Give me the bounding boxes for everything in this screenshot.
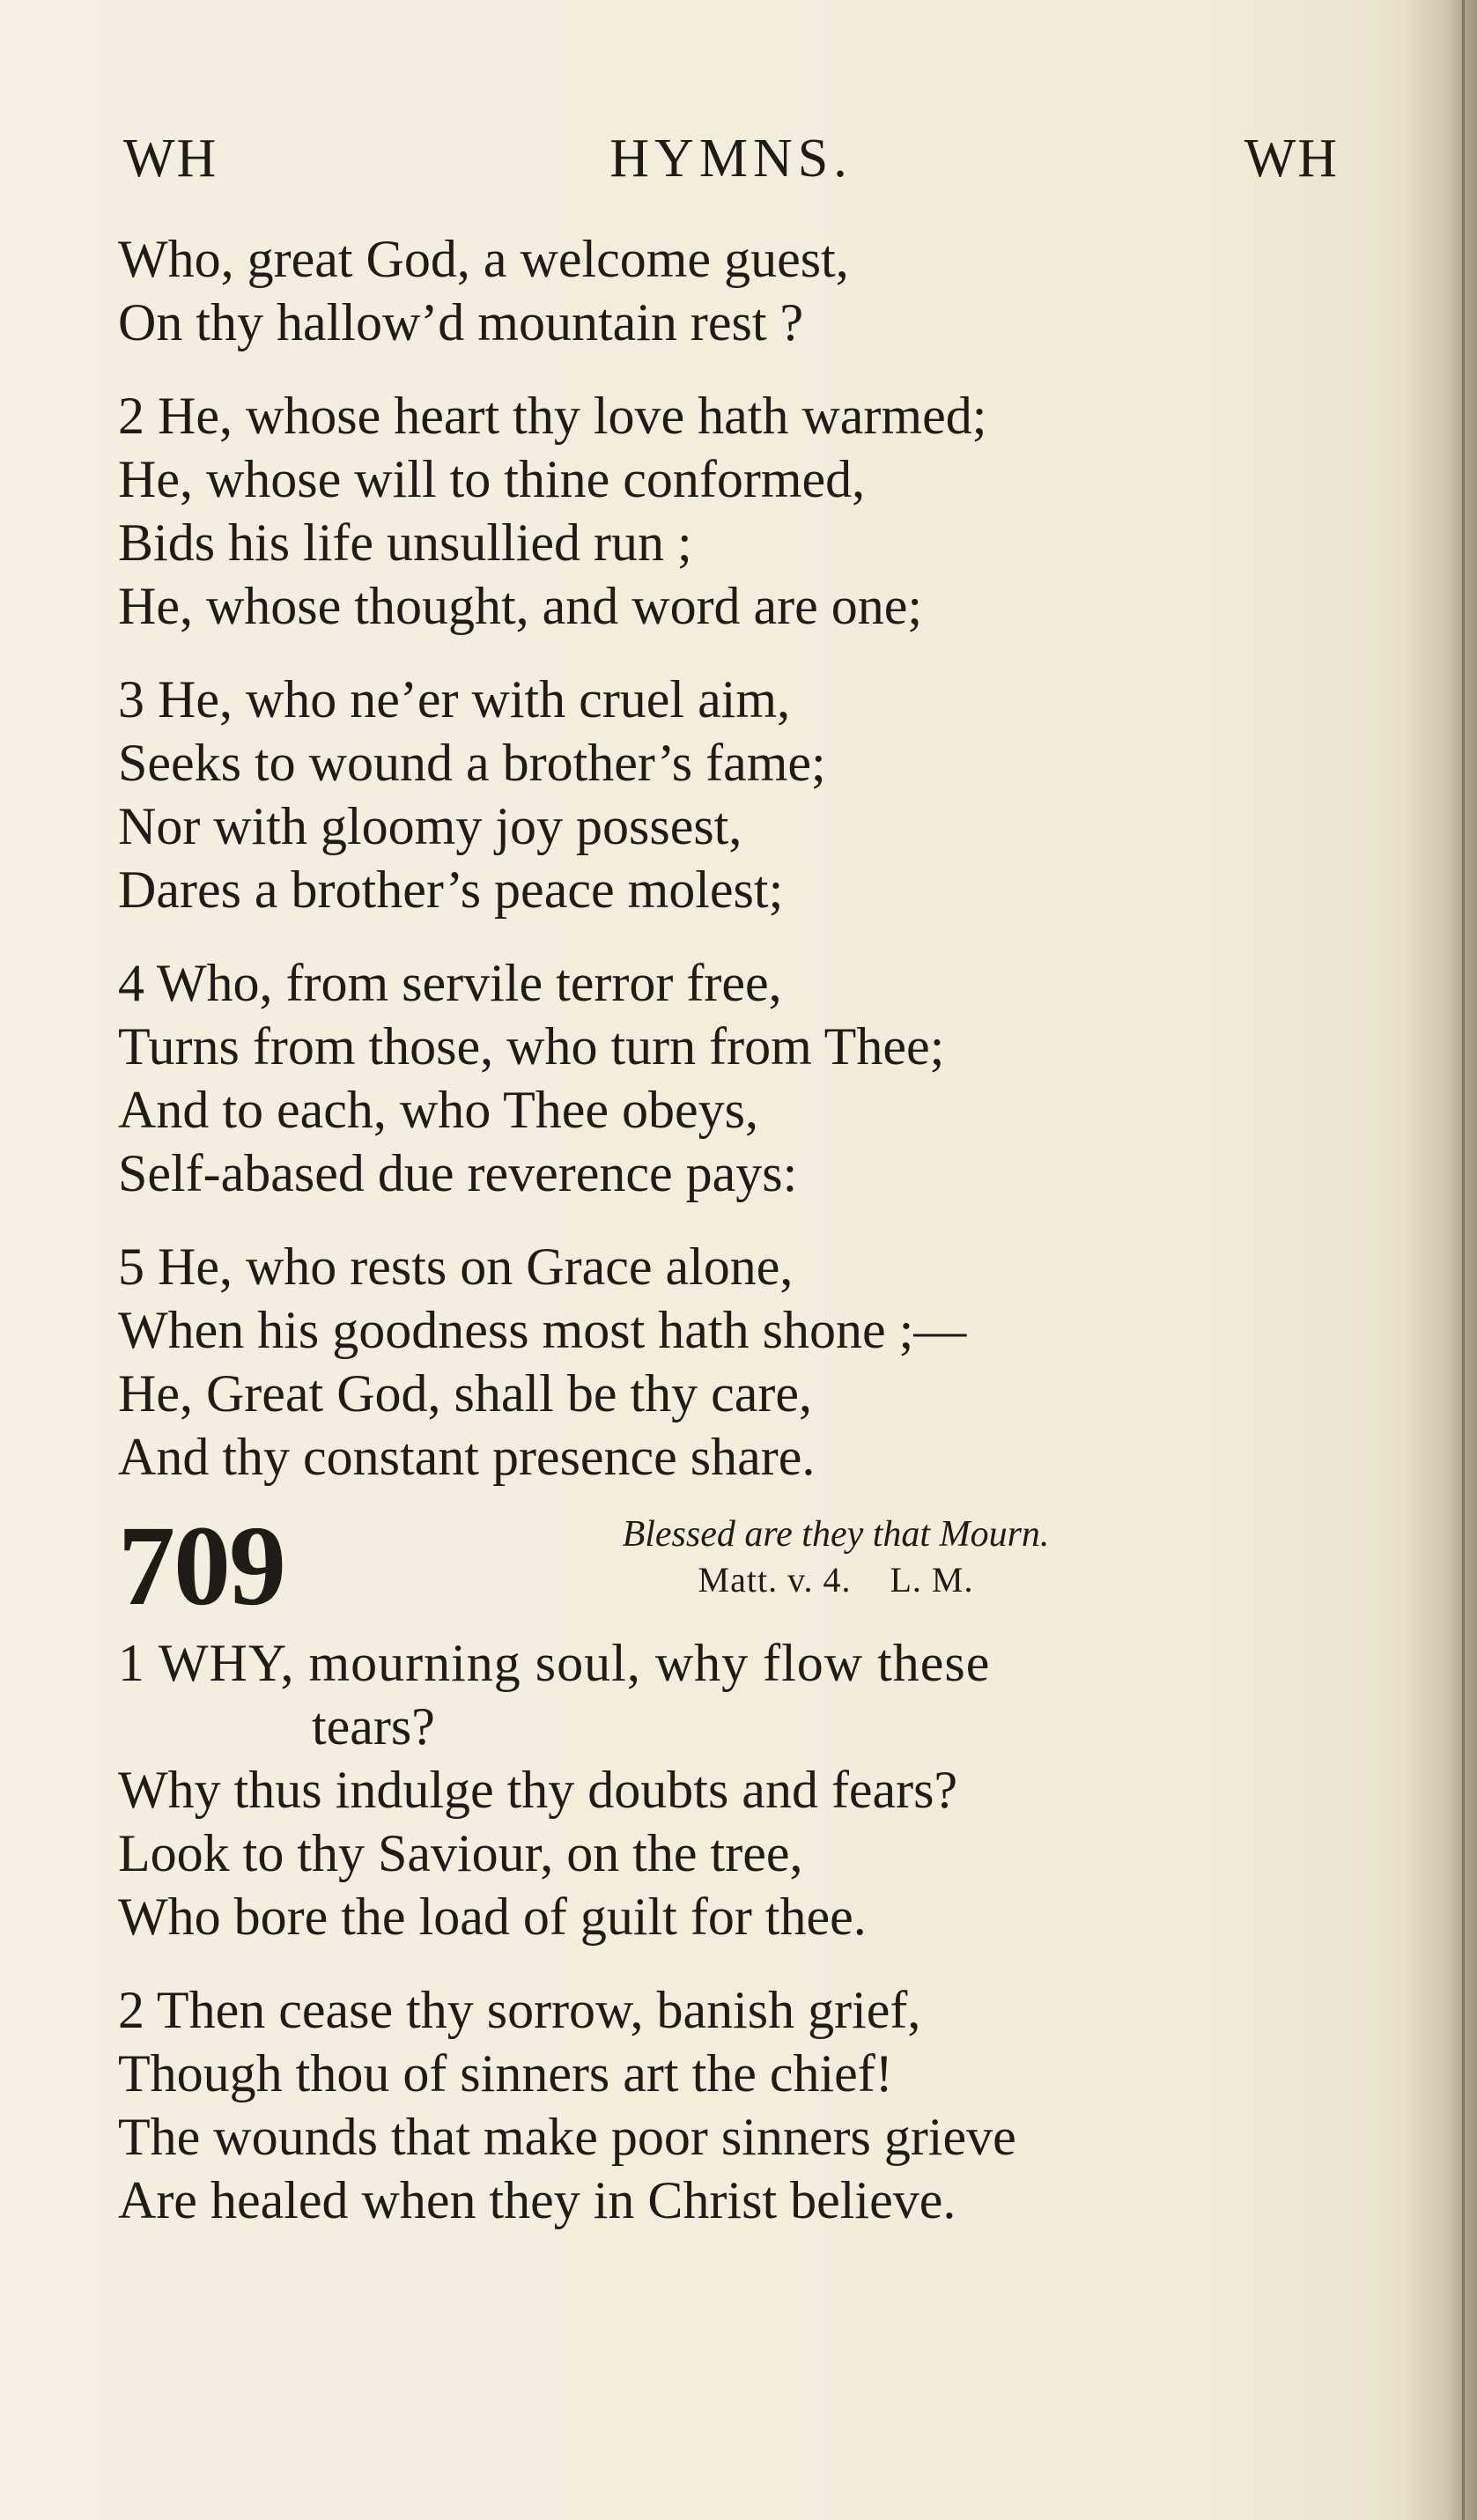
page-content [118,227,1351,2232]
hymn-title: Blessed are they that Mourn. [622,1514,1050,1555]
verse-line: Turns from those, who turn from Thee; [118,1017,945,1075]
verse-line: Nor with gloomy joy possest, [118,797,742,855]
scripture-reference: Matt. v. 4. [698,1560,852,1600]
verse-line: Self-abased due reverence pays: [118,1144,798,1202]
verse-line: On thy hallow’d mountain rest ? [118,293,804,351]
verse-line: He, whose thought, and word are one; [118,577,923,635]
verse-line: Though thou of sinners art the chief! [118,2044,893,2102]
verse-line: And thy constant presence share. [118,1428,816,1486]
header-title: HYMNS. [609,129,853,188]
page-edge-shadow [1407,0,1477,2520]
hymn-meter: L. M. [890,1560,974,1600]
hymn-number: 709 [118,1503,284,1630]
verse-line: He, Great God, shall be thy care, [118,1364,813,1423]
verse-line: Are healed when they in Christ believe. [118,2171,956,2229]
verse-line: 3 He, who ne’er with cruel aim, [118,670,791,728]
verse-line: 5 He, who rests on Grace alone, [118,1238,794,1296]
verse-line: Look to thy Saviour, on the tree, [118,1824,803,1882]
verse-line: 2 He, whose heart thy love hath warmed; [118,387,987,445]
verse-line: Who bore the load of guilt for thee. [118,1888,867,1946]
running-header [123,123,1339,194]
verse-line: And to each, who Thee obeys, [118,1081,759,1139]
header-right: WH [1244,129,1339,188]
page-edge-line [1462,0,1465,2520]
verse-line: Bids his life unsullied run ; [118,514,692,572]
verse-line: 4 Who, from servile terror free, [118,954,782,1012]
verse-line-continuation: tears? [312,1697,435,1755]
verse-line: When his goodness most hath shone ;— [118,1301,967,1359]
verse-line: Dares a brother’s peace molest; [118,861,784,919]
header-left: WH [123,129,218,188]
hymn-reference-meter [391,1557,1281,1603]
verse-line: The wounds that make poor sinners grieve [118,2108,1016,2166]
verse-line: Who, great God, a welcome guest, [118,230,849,288]
verse-line: 1 WHY, mourning soul, why flow these [118,1634,991,1692]
verse-line: He, whose will to thine conformed, [118,450,866,508]
verse-line: Why thus indulge thy doubts and fears? [118,1761,958,1819]
hymn-heading [118,1504,1351,1628]
verse-line: 2 Then cease thy sorrow, banish grief, [118,1981,921,2039]
verse-line: Seeks to wound a brother’s fame; [118,734,826,792]
